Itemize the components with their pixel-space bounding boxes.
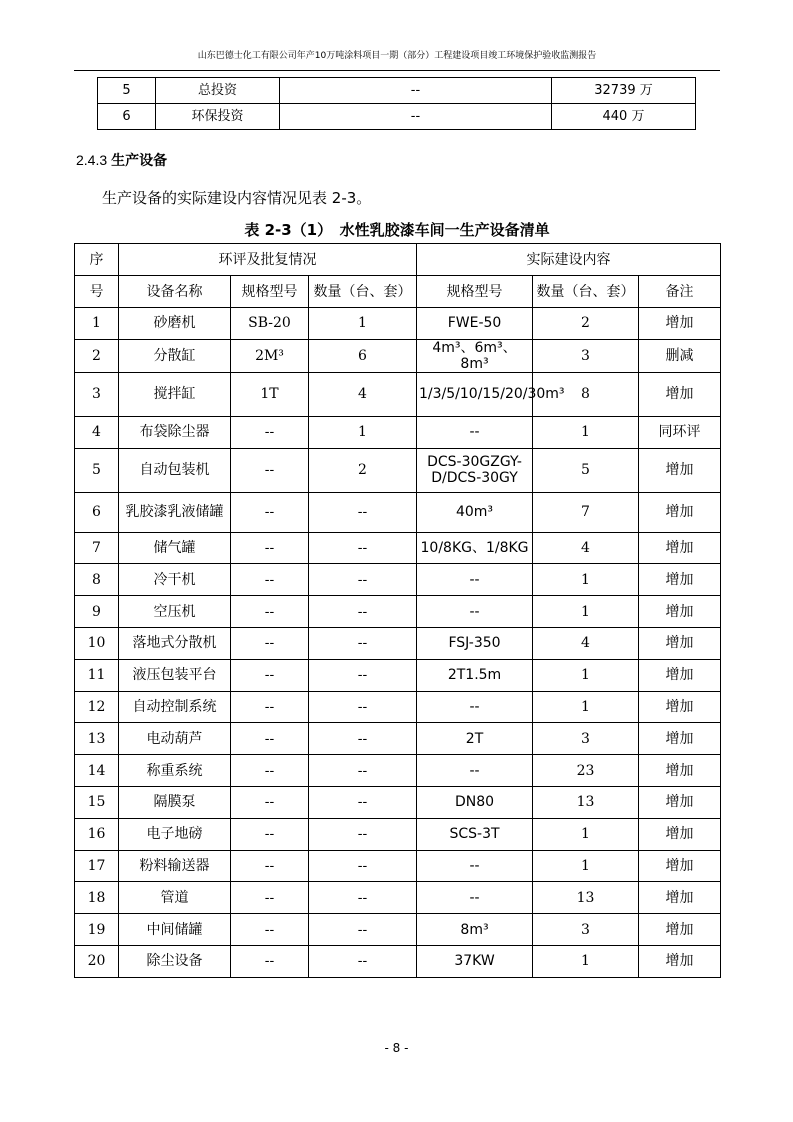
item-detail: --: [280, 78, 552, 104]
note: 增加: [639, 882, 721, 914]
item-name: 总投资: [156, 78, 280, 104]
row-number: 2: [75, 339, 119, 372]
qty-actual: 7: [533, 492, 639, 532]
row-number: 6: [75, 492, 119, 532]
table-row: [75, 596, 721, 628]
spec-actual: --: [417, 850, 533, 882]
row-number: 12: [75, 691, 119, 723]
equipment-name: 粉料输送器: [119, 850, 231, 882]
row-number: 18: [75, 882, 119, 914]
qty-eia: --: [309, 691, 417, 723]
qty-eia: 6: [309, 339, 417, 372]
equipment-name: 电动葫芦: [119, 723, 231, 755]
col-header-qty-actual: 数量（台、套）: [533, 276, 639, 308]
col-header-index-top: 序: [75, 244, 119, 276]
spec-eia: --: [231, 850, 309, 882]
note: 增加: [639, 723, 721, 755]
page-number: - 8 -: [384, 1041, 409, 1055]
row-number: 5: [75, 448, 119, 492]
qty-actual: 3: [533, 723, 639, 755]
spec-eia: --: [231, 755, 309, 787]
spec-actual: 2T1.5m: [417, 659, 533, 691]
table-row: [98, 104, 696, 130]
row-number: 1: [75, 308, 119, 340]
note: 增加: [639, 691, 721, 723]
equipment-name: 自动控制系统: [119, 691, 231, 723]
equipment-name: 中间储罐: [119, 914, 231, 946]
note: 增加: [639, 786, 721, 818]
col-header-spec-eia: 规格型号: [231, 276, 309, 308]
row-number: 8: [75, 564, 119, 596]
qty-actual: 1: [533, 818, 639, 850]
table-row: [75, 723, 721, 755]
qty-eia: --: [309, 914, 417, 946]
equipment-name: 储气罐: [119, 532, 231, 564]
spec-eia: --: [231, 659, 309, 691]
note: 增加: [639, 532, 721, 564]
qty-eia: 1: [309, 416, 417, 448]
col-header-qty-eia: 数量（台、套）: [309, 276, 417, 308]
spec-eia: --: [231, 627, 309, 659]
qty-actual: 4: [533, 627, 639, 659]
row-number: 5: [98, 78, 156, 104]
qty-eia: 4: [309, 372, 417, 416]
col-header-index-bottom: 号: [75, 276, 119, 308]
qty-eia: --: [309, 627, 417, 659]
equipment-table: [74, 243, 721, 978]
equipment-name: 落地式分散机: [119, 627, 231, 659]
note: 增加: [639, 945, 721, 977]
qty-eia: --: [309, 818, 417, 850]
table-row: [75, 818, 721, 850]
table-header-row: [75, 276, 721, 308]
item-value: 440 万: [552, 104, 696, 130]
equipment-name: 自动包装机: [119, 448, 231, 492]
spec-eia: --: [231, 882, 309, 914]
spec-actual: SCS-3T: [417, 818, 533, 850]
qty-actual: 1: [533, 691, 639, 723]
row-number: 4: [75, 416, 119, 448]
spec-actual: DCS-30GZGY-D/DCS-30GY: [417, 448, 533, 492]
qty-actual: 1: [533, 416, 639, 448]
note: 增加: [639, 308, 721, 340]
table-row: [75, 691, 721, 723]
qty-actual: 1: [533, 659, 639, 691]
row-number: 11: [75, 659, 119, 691]
table-row: [98, 78, 696, 104]
table-row: [75, 627, 721, 659]
note: 增加: [639, 627, 721, 659]
equipment-name: 冷干机: [119, 564, 231, 596]
qty-eia: 2: [309, 448, 417, 492]
table-row: [75, 308, 721, 340]
section-number: 2.4.3: [76, 152, 108, 168]
qty-eia: --: [309, 532, 417, 564]
spec-eia: SB-20: [231, 308, 309, 340]
col-header-name: 设备名称: [119, 276, 231, 308]
equipment-name: 搅拌缸: [119, 372, 231, 416]
row-number: 13: [75, 723, 119, 755]
note: 增加: [639, 755, 721, 787]
qty-eia: --: [309, 755, 417, 787]
qty-actual: 2: [533, 308, 639, 340]
row-number: 6: [98, 104, 156, 130]
spec-actual: --: [417, 882, 533, 914]
qty-eia: --: [309, 596, 417, 628]
row-number: 9: [75, 596, 119, 628]
note: 增加: [639, 492, 721, 532]
row-number: 14: [75, 755, 119, 787]
spec-eia: --: [231, 818, 309, 850]
qty-actual: 3: [533, 914, 639, 946]
spec-actual: 40m³: [417, 492, 533, 532]
row-number: 20: [75, 945, 119, 977]
spec-eia: --: [231, 596, 309, 628]
equipment-name: 布袋除尘器: [119, 416, 231, 448]
spec-actual: --: [417, 416, 533, 448]
col-header-spec-actual: 规格型号: [417, 276, 533, 308]
equipment-name: 分散缸: [119, 339, 231, 372]
row-number: 17: [75, 850, 119, 882]
section-heading: [76, 150, 167, 171]
table-row: [75, 786, 721, 818]
item-name: 环保投资: [156, 104, 280, 130]
spec-eia: --: [231, 914, 309, 946]
spec-eia: --: [231, 723, 309, 755]
note: 增加: [639, 914, 721, 946]
equipment-name: 隔膜泵: [119, 786, 231, 818]
item-detail: --: [280, 104, 552, 130]
row-number: 3: [75, 372, 119, 416]
qty-actual: 13: [533, 786, 639, 818]
spec-actual: FWE-50: [417, 308, 533, 340]
qty-eia: --: [309, 659, 417, 691]
equipment-name: 电子地磅: [119, 818, 231, 850]
row-number: 19: [75, 914, 119, 946]
table-row: [75, 372, 721, 416]
table-row: [75, 416, 721, 448]
section-title: 生产设备: [111, 153, 168, 169]
table-row: [75, 914, 721, 946]
equipment-name: 空压机: [119, 596, 231, 628]
spec-actual: 10/8KG、1/8KG: [417, 532, 533, 564]
spec-actual: --: [417, 564, 533, 596]
spec-eia: --: [231, 564, 309, 596]
note: 删减: [639, 339, 721, 372]
qty-actual: 1: [533, 596, 639, 628]
table-caption: 表 2-3（1） 水性乳胶漆车间一生产设备清单: [244, 221, 550, 239]
col-group-eia: 环评及批复情况: [119, 244, 417, 276]
spec-actual: 37KW: [417, 945, 533, 977]
qty-actual: 1: [533, 564, 639, 596]
spec-actual: 1/3/5/10/15/20/30m³: [417, 372, 533, 416]
spec-eia: 2M³: [231, 339, 309, 372]
qty-actual: 13: [533, 882, 639, 914]
qty-actual: 5: [533, 448, 639, 492]
table-row: [75, 945, 721, 977]
equipment-name: 乳胶漆乳液储罐: [119, 492, 231, 532]
col-group-actual: 实际建设内容: [417, 244, 721, 276]
equipment-name: 称重系统: [119, 755, 231, 787]
note: 增加: [639, 659, 721, 691]
note: 增加: [639, 850, 721, 882]
qty-eia: --: [309, 564, 417, 596]
table-row: [75, 492, 721, 532]
qty-eia: --: [309, 945, 417, 977]
note: 增加: [639, 596, 721, 628]
qty-eia: 1: [309, 308, 417, 340]
table-row: [75, 564, 721, 596]
spec-eia: --: [231, 416, 309, 448]
equipment-name: 液压包装平台: [119, 659, 231, 691]
spec-actual: DN80: [417, 786, 533, 818]
equipment-name: 管道: [119, 882, 231, 914]
table-row: [75, 448, 721, 492]
note: 同环评: [639, 416, 721, 448]
note: 增加: [639, 448, 721, 492]
spec-eia: --: [231, 786, 309, 818]
page-header: 山东巴德士化工有限公司年产10万吨涂料项目一期（部分）工程建设项目竣工环境保护验收监测报告: [197, 51, 597, 61]
row-number: 10: [75, 627, 119, 659]
table-header-row: [75, 244, 721, 276]
qty-eia: --: [309, 786, 417, 818]
body-paragraph: 生产设备的实际建设内容情况见表 2-3。: [102, 189, 372, 207]
row-number: 7: [75, 532, 119, 564]
qty-eia: --: [309, 492, 417, 532]
qty-actual: 1: [533, 850, 639, 882]
note: 增加: [639, 818, 721, 850]
table-row: [75, 659, 721, 691]
table-row: [75, 850, 721, 882]
spec-actual: 4m³、6m³、8m³: [417, 339, 533, 372]
qty-eia: --: [309, 723, 417, 755]
qty-actual: 1: [533, 945, 639, 977]
spec-eia: 1T: [231, 372, 309, 416]
spec-actual: --: [417, 755, 533, 787]
note: 增加: [639, 372, 721, 416]
qty-eia: --: [309, 850, 417, 882]
qty-eia: --: [309, 882, 417, 914]
qty-actual: 23: [533, 755, 639, 787]
spec-actual: 8m³: [417, 914, 533, 946]
spec-eia: --: [231, 448, 309, 492]
spec-eia: --: [231, 691, 309, 723]
item-value: 32739 万: [552, 78, 696, 104]
note: 增加: [639, 564, 721, 596]
qty-actual: 4: [533, 532, 639, 564]
row-number: 15: [75, 786, 119, 818]
investment-table: [97, 77, 696, 130]
row-number: 16: [75, 818, 119, 850]
spec-actual: --: [417, 596, 533, 628]
table-row: [75, 532, 721, 564]
header-divider: [74, 70, 720, 71]
table-row: [75, 882, 721, 914]
spec-eia: --: [231, 945, 309, 977]
equipment-name: 除尘设备: [119, 945, 231, 977]
col-header-note: 备注: [639, 276, 721, 308]
spec-eia: --: [231, 532, 309, 564]
spec-actual: --: [417, 691, 533, 723]
table-row: [75, 339, 721, 372]
spec-eia: --: [231, 492, 309, 532]
qty-actual: 8: [533, 372, 639, 416]
spec-actual: 2T: [417, 723, 533, 755]
spec-actual: FSJ-350: [417, 627, 533, 659]
equipment-name: 砂磨机: [119, 308, 231, 340]
qty-actual: 3: [533, 339, 639, 372]
table-row: [75, 755, 721, 787]
